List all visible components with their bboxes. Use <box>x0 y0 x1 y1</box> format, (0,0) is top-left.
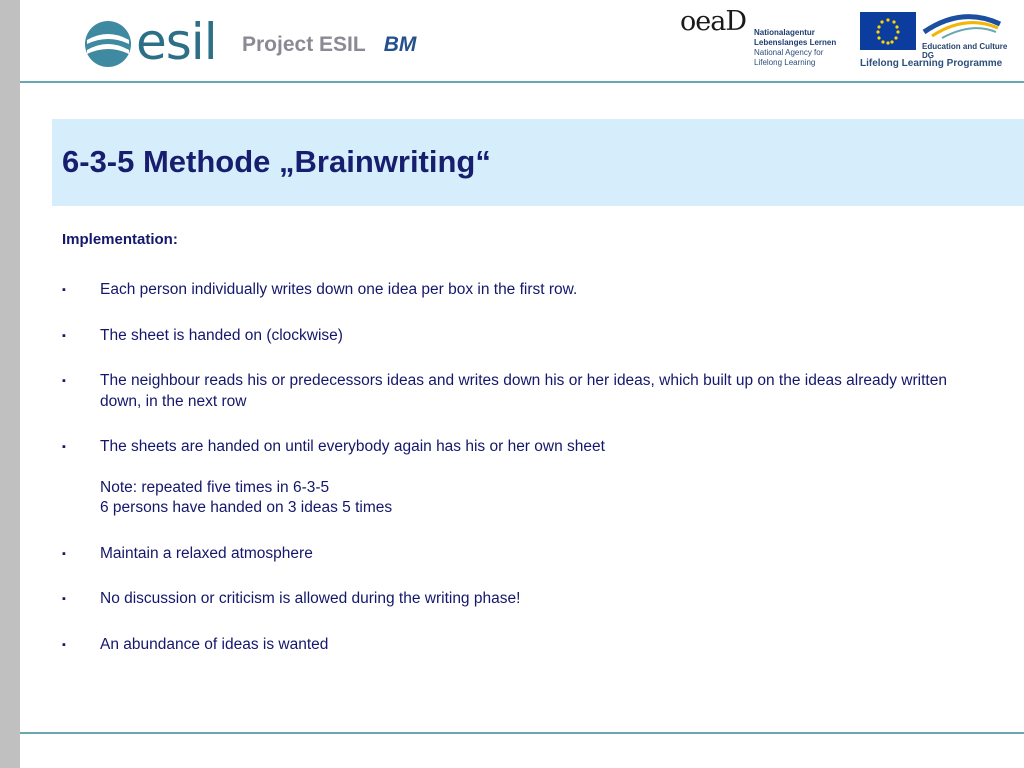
bullet-text: Maintain a relaxed atmosphere <box>100 544 313 562</box>
eu-dg-caption: Education and Culture DG <box>922 42 1008 60</box>
section-label: Implementation: <box>62 231 178 248</box>
bullet-text: The sheets are handed on until everybody again has his or her own sheet <box>100 438 605 455</box>
note-line-1: Note: repeated five times in 6-3-5 <box>100 478 330 496</box>
header-bar <box>20 0 1024 82</box>
bullet-text: An abundance of ideas is wanted <box>100 635 329 653</box>
project-suffix: BM <box>383 33 417 56</box>
esil-wordmark: esil <box>136 13 217 71</box>
oead-line-2: Lebenslanges Lernen <box>754 38 837 47</box>
bullet-text: Each person individually writes down one idea per box in the first row. <box>100 281 578 298</box>
list-item <box>62 589 962 610</box>
list-item <box>62 371 962 412</box>
bullet-marker-icon: ▪ <box>62 329 66 342</box>
bullet-marker-icon: ▪ <box>62 375 66 387</box>
header-divider <box>20 81 1024 83</box>
footer-divider <box>20 732 1024 734</box>
project-name: Project ESIL <box>242 33 366 56</box>
eu-flag-icon <box>860 12 916 50</box>
bullet-marker-icon: ▪ <box>62 547 66 560</box>
bullet-marker-icon: ▪ <box>62 593 66 605</box>
list-item <box>62 280 962 301</box>
llp-caption: Lifelong Learning Programme <box>860 58 1003 69</box>
project-title <box>242 33 416 57</box>
slide-title: 6-3-5 Methode „Brainwriting“ <box>62 144 491 179</box>
bullet-marker-icon: ▪ <box>62 284 66 296</box>
oead-agency-text <box>754 28 836 68</box>
oead-wordmark: oeaD <box>680 6 746 37</box>
bullet-text: No discussion or criticism is allowed during the writing phase! <box>100 590 521 607</box>
list-item <box>62 326 962 347</box>
note-line-2: 6 persons have handed on 3 ideas 5 times <box>100 499 393 516</box>
list-item <box>62 437 962 519</box>
bullet-marker-icon: ▪ <box>62 638 66 651</box>
bullet-text: The sheet is handed on (clockwise) <box>100 326 343 344</box>
eu-llp-logo <box>858 8 1018 74</box>
llp-swoosh-icon <box>922 10 1002 40</box>
list-item <box>62 544 962 565</box>
bullet-text: The neighbour reads his or predecessors ideas and writes down his or her ideas, which built up on the ideas already written down, in the next row <box>100 372 947 410</box>
list-item <box>62 635 962 656</box>
oead-line-4: Lifelong Learning <box>754 58 816 67</box>
oead-logo <box>680 6 840 74</box>
oead-line-3: National Agency for <box>754 48 824 57</box>
bullet-note <box>100 478 962 519</box>
left-side-strip <box>0 0 20 768</box>
bullet-list <box>62 280 962 680</box>
bullet-marker-icon: ▪ <box>62 441 66 453</box>
oead-line-1: Nationalagentur <box>754 28 815 37</box>
